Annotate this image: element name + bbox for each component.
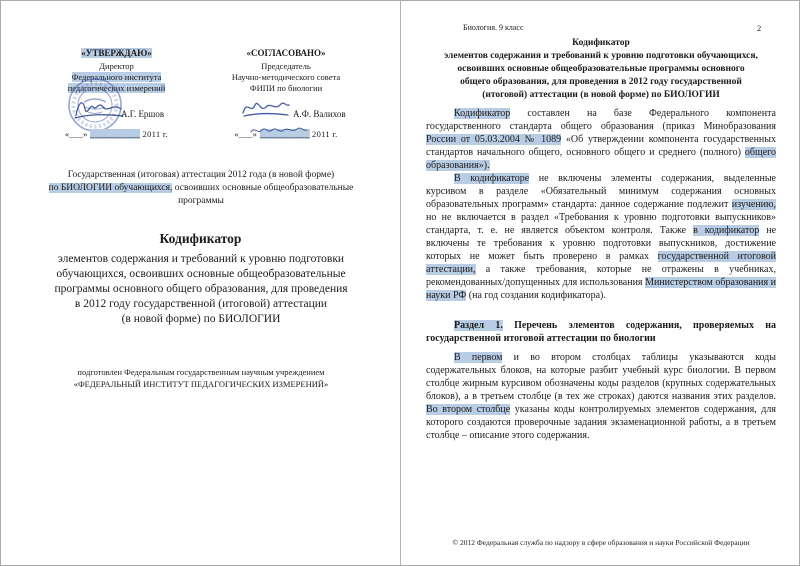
- signature-valikhov-icon: [239, 97, 291, 119]
- approve-sign-name: А.Г. Ершов: [121, 109, 165, 119]
- approve-line: Федерального института: [71, 72, 162, 82]
- subtitle-block: [29, 252, 373, 327]
- agree-title: «СОГЛАСОВАНО»: [246, 48, 326, 58]
- highlighted-text: общего образования»).: [426, 147, 776, 171]
- paragraph-3: [426, 351, 776, 442]
- text-segment: (на год создания кодификатора).: [466, 290, 606, 301]
- page-1: [1, 1, 400, 565]
- text-segment: а также требования, которые не отражены в учебниках, рекомендованных/допущенных для использования: [426, 264, 776, 288]
- intro-line: Государственная (итоговая) аттестация 2012 года (в новой форме): [67, 170, 335, 180]
- paragraph-1: [426, 107, 776, 172]
- text-segment: Перечень элементов содержания, проверяемых на государственной итоговой аттестации по биологии: [426, 320, 776, 344]
- text-segment: не включены те требования к уровню подготовки выпускников, достижение которых не может быть проверено в рамках: [426, 225, 777, 262]
- agree-line: Научно-методического совета: [231, 72, 341, 82]
- intro-block: [31, 169, 371, 208]
- agree-line: Председатель: [261, 61, 311, 71]
- body-text: [426, 107, 776, 442]
- highlighted-text: В кодификаторе: [454, 173, 530, 184]
- subtitle-line: обучающихся, освоивших основные общеобразовательные: [56, 268, 346, 280]
- approve-title: «УТВЕРЖДАЮ»: [81, 48, 152, 58]
- text-segment: не включены элементы содержания, выделенные курсивом в разделе «Обязательный минимум содержания основных образовательных программ» стандарта: данное содержание подлежит: [426, 173, 776, 210]
- page-2: [401, 1, 800, 565]
- highlighted-text: в кодификатор: [693, 225, 760, 236]
- agree-line: ФИПИ по биологии: [249, 83, 323, 93]
- main-title: Кодификатор: [159, 231, 242, 246]
- text-segment: составлен на базе Федерального компонента государственного стандарта общего образования (приказ Минобразования: [426, 108, 776, 132]
- running-header: Биология. 9 класс: [463, 23, 524, 32]
- text-segment: и во втором столбцах таблицы указываются коды содержательных блоков, на которые разбит учебный курс биологии. В первом столбце жирным курсивом обозначены коды разделов (крупных содержательных блоков), а в третьем столбце (в тех же строках) даются названия этих разделов.: [426, 352, 776, 402]
- agree-block: [206, 43, 366, 94]
- intro-line: программы: [178, 196, 224, 206]
- text-segment: «___»: [64, 129, 91, 139]
- subtitle-line: программы основного общего образования, для проведения: [54, 283, 348, 295]
- text-segment: 2011 г.: [140, 129, 169, 139]
- doc-title-line: (итоговой) аттестации (в новой форме) по БИОЛОГИИ: [482, 90, 720, 100]
- doc-title-block: [426, 37, 776, 102]
- approve-line: Директор: [99, 61, 134, 71]
- text-segment: 2011 г.: [309, 129, 338, 139]
- text-segment: освоивших основные общеобразовательные: [172, 183, 354, 193]
- prepared-line: «ФЕДЕРАЛЬНЫЙ ИНСТИТУТ ПЕДАГОГИЧЕСКИХ ИЗМЕРЕНИЙ»: [73, 378, 329, 389]
- doc-title-line: общего образования, для проведения в 2012 году государственной: [460, 77, 742, 87]
- approve-date-line: [39, 129, 194, 139]
- page-number: 2: [757, 23, 762, 33]
- footer-copyright: © 2012 Федеральная служба по надзору в сфере образования и науки Российской Федерации: [452, 538, 750, 547]
- text-segment: «Об утверждении компонента государственных стандартов начального общего, основного общего и среднего (полного): [426, 134, 776, 158]
- highlighted-text: Кодификатор: [454, 108, 511, 119]
- doc-title-line: Кодификатор: [572, 38, 630, 48]
- text-segment: указаны коды контролируемых элементов содержания, для которого создаются проверочные задания экзаменационной работы, а в третьем столбце – описание этого содержания.: [426, 404, 776, 441]
- paragraph-2: [426, 172, 776, 302]
- highlighted-text: ___________: [259, 129, 310, 139]
- intro-line: [31, 182, 371, 195]
- agree-sign-name: А.Ф. Валихов: [293, 109, 346, 119]
- highlighted-text: ___________: [90, 129, 141, 139]
- highlighted-text: Министерством образования и науки РФ: [426, 277, 776, 301]
- highlighted-text: В первом: [454, 352, 503, 363]
- highlighted-text: Раздел 1.: [454, 320, 503, 331]
- text-segment: но не включается в раздел «Требования к уровню подготовки выпускников» стандарта, т. е. не является объектом контроля. Также: [426, 212, 776, 236]
- section-1-heading: [426, 319, 776, 345]
- handwritten-month-icon: [249, 123, 309, 137]
- highlighted-text: Во втором столбце: [426, 404, 511, 415]
- highlighted-text: по БИОЛОГИИ обучающихся,: [48, 183, 173, 193]
- highlighted-text: изучению,: [731, 199, 776, 210]
- prepared-block: [26, 367, 376, 390]
- approve-line: педагогических измерений: [67, 83, 166, 93]
- subtitle-line: элементов содержания и требований к уровню подготовки: [57, 253, 345, 265]
- signature-ershov-icon: [73, 95, 125, 121]
- doc-title-line: элементов содержания и требований к уровню подготовки обучающихся,: [444, 51, 758, 61]
- highlighted-text: государственной итоговой аттестации,: [426, 251, 777, 275]
- highlighted-text: России от 05.03.2004 № 1089: [426, 134, 562, 145]
- text-segment: «___»: [234, 129, 260, 139]
- subtitle-line: в 2012 году государственной (итоговой) аттестации: [74, 298, 328, 310]
- prepared-line: подготовлен Федеральным государственным научным учреждением: [77, 367, 325, 377]
- doc-title-line: освоивших основные общеобразовательные программы основного: [457, 64, 745, 74]
- subtitle-line: (в новой форме) по БИОЛОГИИ: [121, 313, 281, 325]
